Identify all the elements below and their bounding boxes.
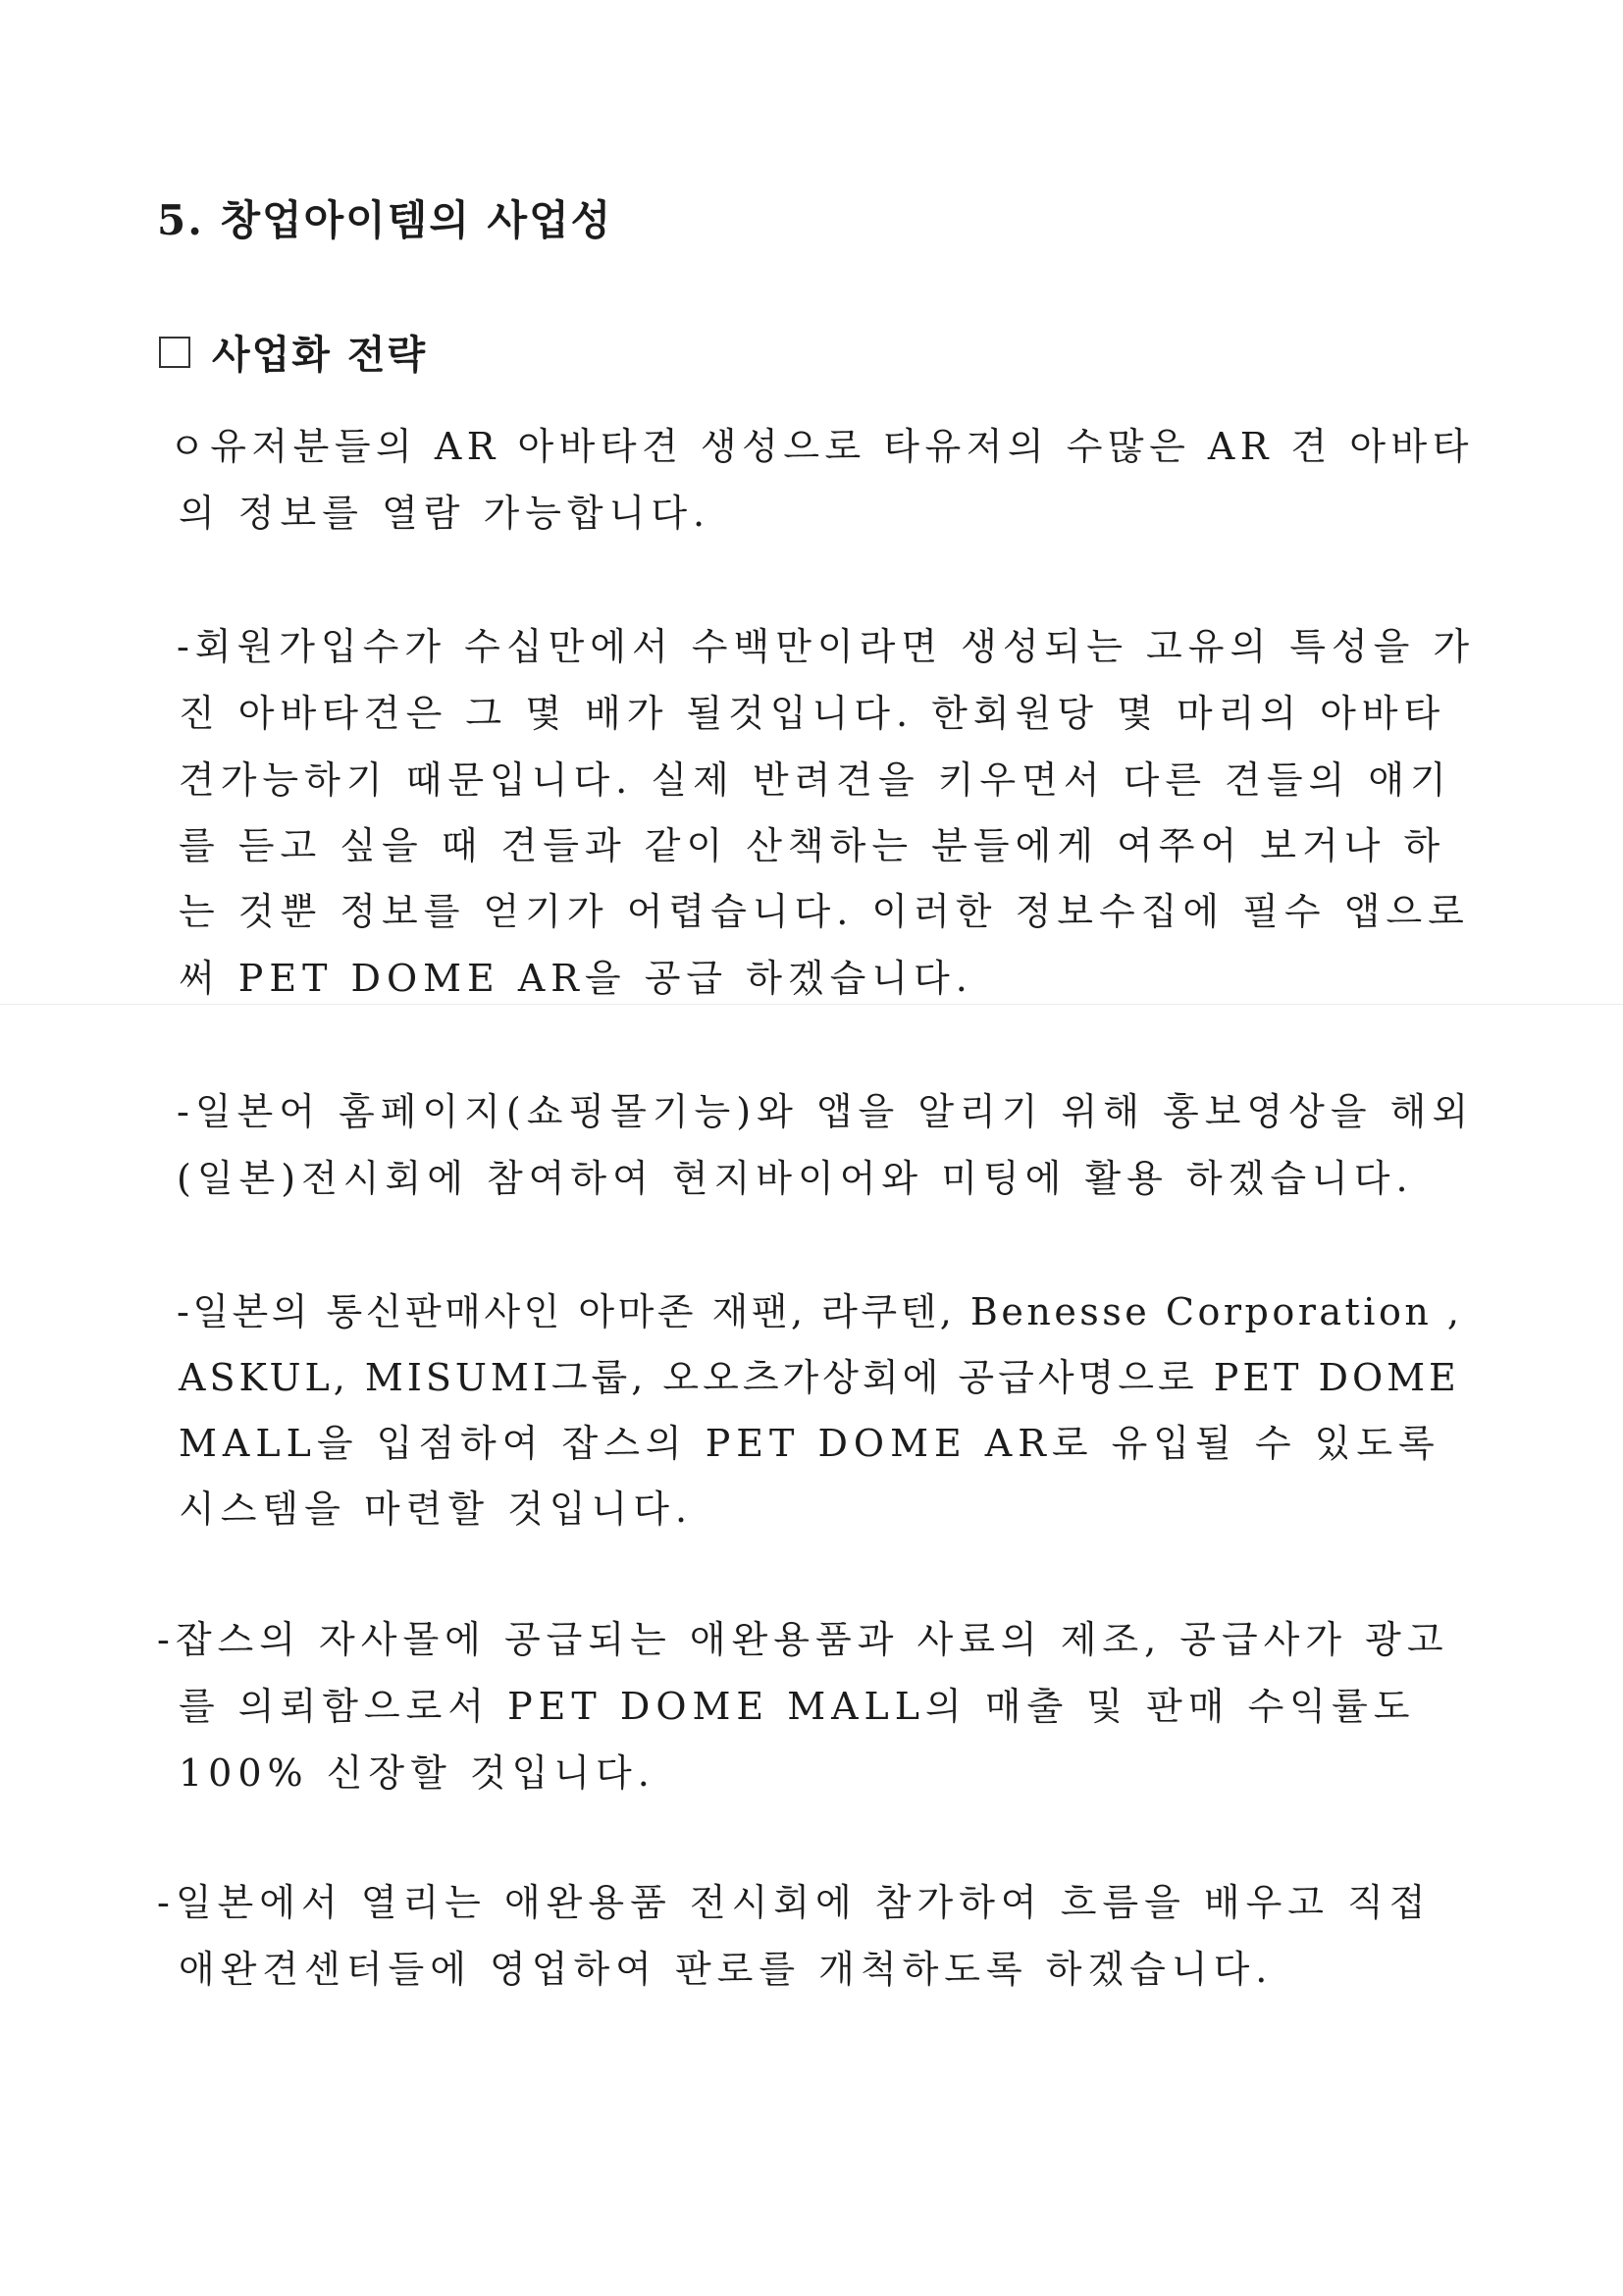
paragraph-line: -일본에서 열리는 애완용품 전시회에 참가하여 흐름을 배우고 직접 [157, 1881, 1432, 1924]
paragraph-line: 진 아바타견은 그 몇 배가 될것입니다. 한회원당 몇 마리의 아바타 [179, 692, 1446, 735]
paragraph-line: ㅇ유저분들의 AR 아바타견 생성으로 타유저의 수많은 AR 견 아바타 [169, 425, 1474, 468]
paragraph-line: 견가능하기 때문입니다. 실제 반려견을 키우면서 다른 견들의 얘기 [179, 758, 1452, 802]
paragraph-line: 는 것뿐 정보를 얻기가 어렵습니다. 이러한 정보수집에 필수 앱으로 [179, 890, 1470, 933]
paragraph-line: 100% 신장할 것입니다. [179, 1751, 655, 1795]
paragraph-line: 를 의뢰함으로서 PET DOME MALL의 매출 및 판매 수익률도 [179, 1685, 1416, 1728]
checkbox-icon [159, 337, 190, 368]
paragraph-line: (일본)전시회에 참여하여 현지바이어와 미팅에 활용 하겠습니다. [177, 1157, 1414, 1200]
paragraph-line: -회원가입수가 수십만에서 수백만이라면 생성되는 고유의 특성을 가 [177, 625, 1476, 668]
scan-divider [0, 1004, 1623, 1005]
paragraph-line: 시스템을 마련할 것입니다. [179, 1487, 694, 1531]
paragraph-line: 를 듣고 싶을 때 견들과 같이 산책하는 분들에게 여쭈어 보거나 하 [179, 824, 1446, 867]
paragraph-line: 써 PET DOME AR을 공급 하겠습니다. [179, 957, 973, 1000]
paragraph-line: 의 정보를 열람 가능합니다. [179, 492, 711, 535]
paragraph-line: 애완견센터들에 영업하여 판로를 개척하도록 하겠습니다. [179, 1948, 1274, 1991]
paragraph-line: -일본의 통신판매사인 아마존 재팬, 라쿠텐, Benesse Corporation , [177, 1290, 1463, 1333]
section-heading: 5. 창업아이템의 사업성 [157, 196, 613, 244]
paragraph-line: ASKUL, MISUMI그룹, 오오츠가상회에 공급사명으로 PET DOME [179, 1356, 1460, 1399]
strategy-subheading [159, 324, 427, 380]
paragraph-line: -일본어 홈페이지(쇼핑몰기능)와 앱을 알리기 위해 홍보영상을 해외 [177, 1090, 1475, 1133]
strategy-subheading-label: 사업화 전략 [212, 332, 428, 378]
paragraph-line: -잡스의 자사몰에 공급되는 애완용품과 사료의 제조, 공급사가 광고 [157, 1618, 1449, 1661]
paragraph-line: MALL을 입점하여 잡스의 PET DOME AR로 유입될 수 있도록 [179, 1422, 1440, 1465]
